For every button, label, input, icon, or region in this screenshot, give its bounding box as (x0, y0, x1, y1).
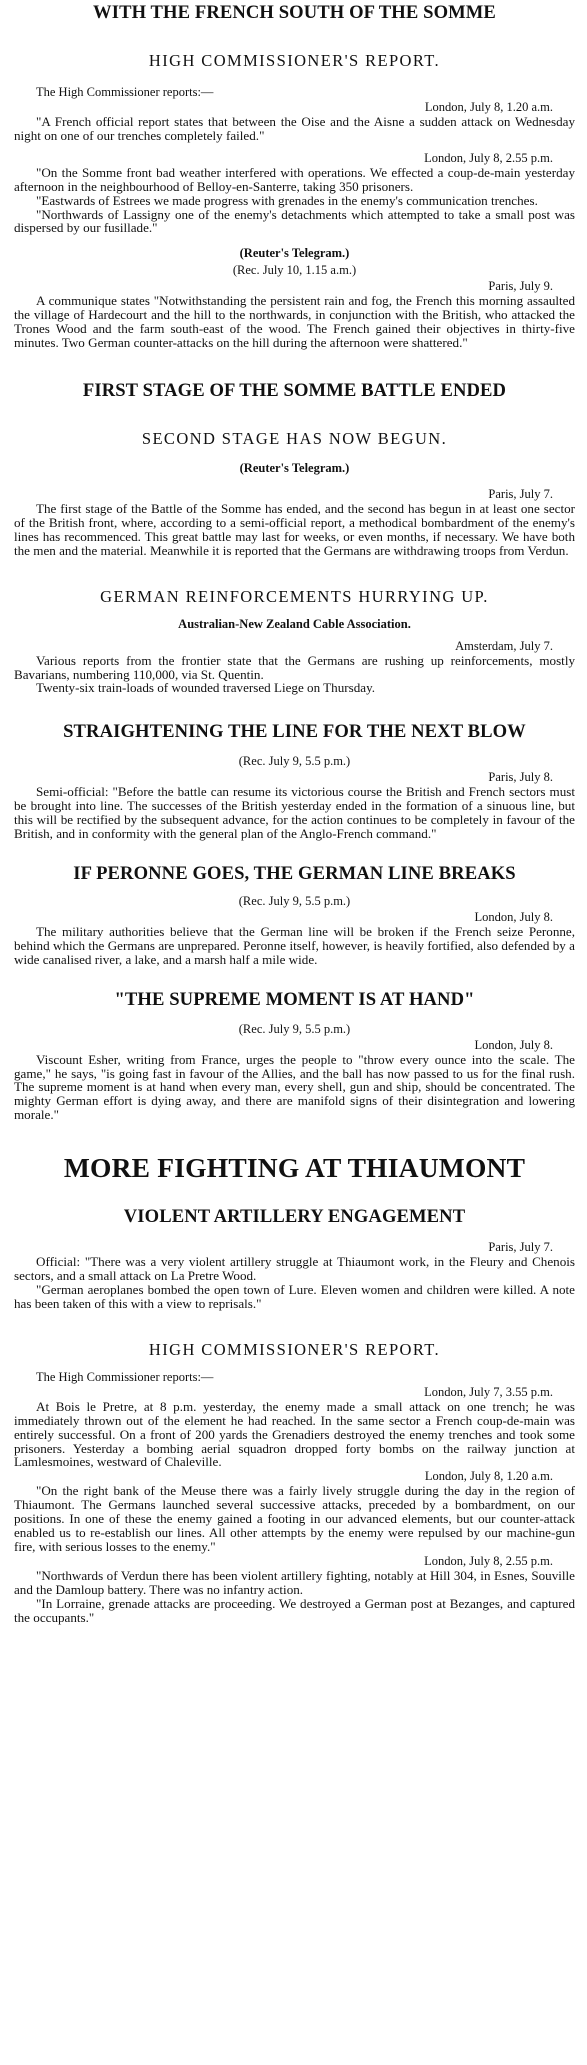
article8-item2-dateline: London, July 8, 1.20 a.m. (424, 1469, 553, 1484)
article1-received: (Rec. July 10, 1.15 a.m.) (232, 263, 357, 278)
article1-headline: WITH THE FRENCH SOUTH OF THE SOMME (93, 2, 496, 23)
article4-headline: STRAIGHTENING THE LINE FOR THE NEXT BLOW (63, 721, 526, 743)
article7-headline: MORE FIGHTING AT THIAUMONT (63, 1152, 526, 1184)
article8-item3-text1: "Northwards of Verdun there has been violent artillery fighting, notably at Hill 304, in Esnes, Souville and the Damloup battery. There was no infantry action. (14, 1567, 575, 1597)
article4-received: (Rec. July 9, 5.5 p.m.) (238, 754, 351, 769)
article1-item2-text: "On the Somme front bad weather interfered with operations. We effected a coup-de-main yesterday afternoon in the neighbourhood of Belloy-en-Santerre, taking 350 prisoners. (14, 164, 575, 194)
article8-item3-text2: "In Lorraine, grenade attacks are proceeding. We destroyed a German post at Bezanges, and captured the occupants." (14, 1595, 575, 1625)
article8-item1-dateline: London, July 7, 3.55 p.m. (424, 1384, 553, 1399)
article4-text: Semi-official: "Before the battle can resume its victorious course the British and French sectors must be brought into line. The successes of the British yesterday ended in the formation of a sinuous line, but this will be rectified by the subsequent advance, for the action continues to be completely in favour of the British, and in conformity with the general plan of the Anglo-French command." (14, 784, 575, 842)
article8-intro: The High Commissioner reports:— (36, 1369, 214, 1384)
article2-dateline: Paris, July 7. (488, 486, 553, 501)
article3-dateline: Amsterdam, July 7. (455, 638, 553, 653)
article6-received: (Rec. July 9, 5.5 p.m.) (238, 1021, 351, 1036)
article7-text2: "German aeroplanes bombed the open town of Lure. Eleven women and children were killed. A note has been taken of this with a view to reprisals." (14, 1282, 575, 1311)
article8-item3-dateline: London, July 8, 2.55 p.m. (424, 1553, 553, 1568)
article3-text2: Twenty-six train-loads of wounded traversed Liege on Thursday. (36, 680, 376, 696)
article1-item3-text: "Eastwards of Estrees we made progress with grenades in the enemy's communication trenches. (36, 192, 538, 208)
article1-item4-text: "Northwards of Lassigny one of the enemy's detachments which attempted to take a small post was dispersed by our fusillade." (14, 206, 575, 236)
article7-dateline: Paris, July 7. (488, 1240, 553, 1255)
article5-text: The military authorities believe that the German line will be broken if the French seize Peronne, behind which the Germans are unprepared. Peronne itself, however, is heavily fortified, also defended by a wide canalised river, a lake, and a marsh half a mile wide. (14, 923, 575, 967)
article1-item2-dateline: London, July 8, 2.55 p.m. (424, 150, 553, 165)
article2-subheadline: SECOND STAGE HAS NOW BEGUN. (141, 428, 448, 448)
article4-dateline: Paris, July 8. (488, 770, 553, 785)
article6-dateline: London, July 8. (474, 1037, 553, 1052)
article1-item1-text: "A French official report states that between the Oise and the Aisne a sudden attack on Wednesday night on one of our trenches completely failed." (14, 114, 575, 143)
article2-text: The first stage of the Battle of the Somme has ended, and the second has begun in at least one sector of the British front, where, according to a semi-official report, a methodical bombardment of the enemy's lines has recommenced. This great battle may last for weeks, or even months, if necessary. We have both the men and the material. Meanwhile it is reported that the Germans are withdrawing troops from Verdun. (14, 500, 575, 558)
article8-item2-text: "On the right bank of the Meuse there was a fairly lively struggle during the day in the region of Thiaumont. The Germans launched several successive attacks, preceded by a bombardment, on our positions. In one of these the enemy gained a footing in our advanced elements, but our counter-attack enabled us to re-establish our lines. All other attempts by the enemy were repulsed by our machine-gun fire, with serious losses to the enemy." (14, 1483, 575, 1554)
article1-subheadline: HIGH COMMISSIONER'S REPORT. (148, 51, 441, 70)
article1-final-text: A communique states "Notwithstanding the persistent rain and fog, the French this morning assaulted the village of Hardecourt and the hill to the northwards, in conjunction with the British, who attacked the Trones Wood and the farm south-east of the wood. The French gained their objectives in thirty-five minutes. Two German counter-attacks on the hill during the afternoon were shattered." (14, 293, 575, 351)
article5-headline: IF PERONNE GOES, THE GERMAN LINE BREAKS (73, 862, 516, 884)
article2-headline: FIRST STAGE OF THE SOMME BATTLE ENDED (82, 379, 507, 401)
article8-subheadline: HIGH COMMISSIONER'S REPORT. (148, 1339, 441, 1359)
article6-headline: "THE SUPREME MOMENT IS AT HAND" (114, 988, 475, 1010)
article7-text: Official: "There was a very violent artillery struggle at Thiaumont work, in the Fleury and Chenois sectors, and a small attack on La Pretre Wood. (14, 1254, 575, 1284)
article7-subheadline: VIOLENT ARTILLERY ENGAGEMENT (123, 1206, 466, 1228)
article1-final-dateline: Paris, July 9. (488, 279, 553, 294)
article1-intro: The High Commissioner reports:— (36, 85, 214, 99)
article5-received: (Rec. July 9, 5.5 p.m.) (238, 893, 351, 908)
article1-item1-dateline: London, July 8, 1.20 a.m. (424, 100, 553, 114)
article6-text: Viscount Esher, writing from France, urges the people to "throw every ounce into the scale. The game," he says, "is going fast in favour of the Allies, and the ball has now passed to us for the final rush. The supreme moment is at hand when every man, every shell, gun and ship, should be concentrated. The mighty German effort is dying away, and there are manifold signs of their disintegration and lowering morale." (14, 1051, 575, 1123)
article3-text: Various reports from the frontier state that the Germans are rushing up reinforcements, mostly Bavarians, numbering 110,000, via St. Quentin. (14, 652, 575, 682)
article5-dateline: London, July 8. (474, 909, 553, 924)
article3-source: Australian-New Zealand Cable Association. (178, 616, 411, 631)
article8-item1-text: At Bois le Pretre, at 8 p.m. yesterday, the enemy made a small attack on one trench; he was immediately thrown out of the element he had reached. In the same sector a French coup-de-main was entirely successful. On a front of 200 yards the Grenadiers destroyed the enemy trenches and took some prisoners. Yesterday a bombing aerial squadron dropped forty bombs on the railway junction at Lamlesmoines, westward of Chaleville. (14, 1398, 575, 1470)
article3-headline: GERMAN REINFORCEMENTS HURRYING UP. (100, 586, 489, 606)
article2-source: (Reuter's Telegram.) (239, 460, 350, 475)
article1-source: (Reuter's Telegram.) (239, 246, 350, 261)
